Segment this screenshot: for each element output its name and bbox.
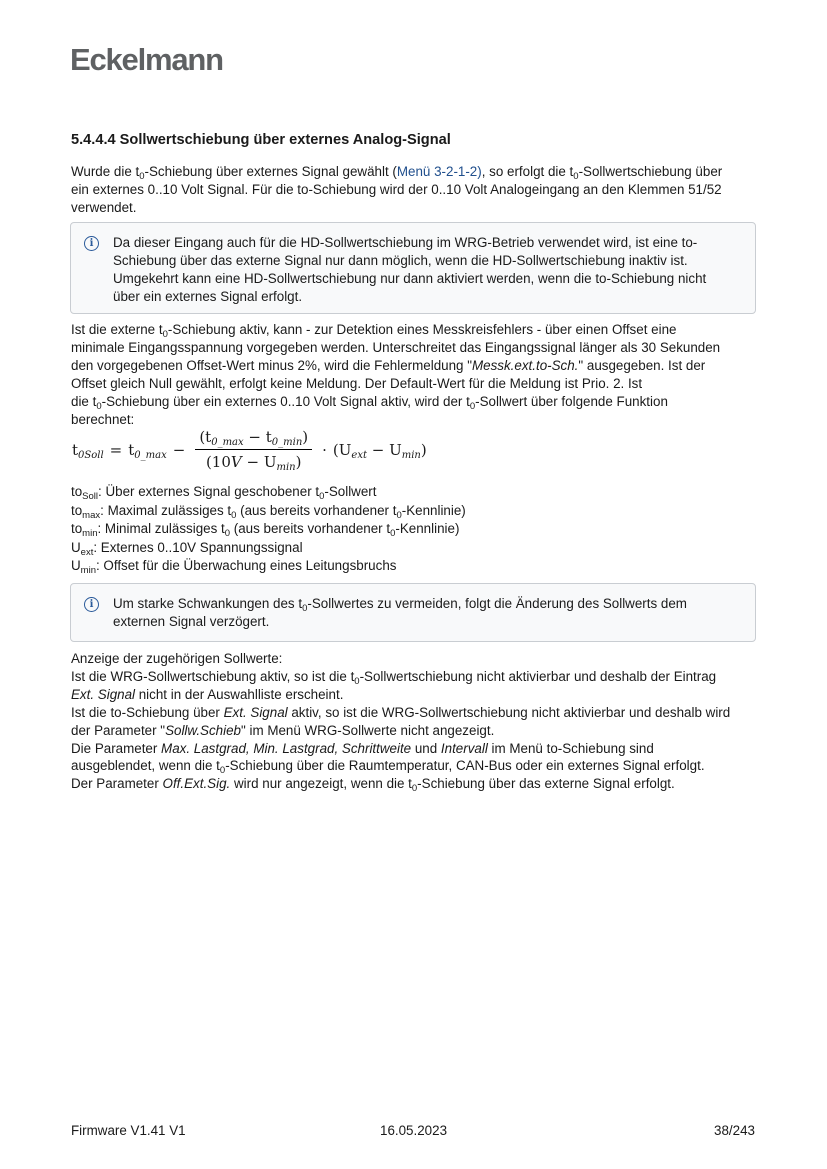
text-segment: den vorgegebenen Offset-Wert minus 2%, wird die Fehlermeldung " xyxy=(71,357,472,373)
info-note-text xyxy=(113,234,706,306)
subscript: 0 xyxy=(224,528,231,539)
subscript: 0 xyxy=(396,509,402,521)
text-line xyxy=(71,686,730,704)
text-segment: : Offset für die Überwachung eines Leitungsbruchs xyxy=(95,558,397,573)
subscript: 0 xyxy=(219,765,226,777)
n2: 0_max xyxy=(211,437,244,448)
text-segment: U xyxy=(71,558,81,573)
text-segment: : Über externes Signal geschobener t xyxy=(98,484,320,499)
italic-text: Ext. Signal xyxy=(223,704,288,720)
text-line xyxy=(71,668,730,686)
text-segment: wird nur angezeigt, wenn die t xyxy=(230,776,412,792)
r2: ext xyxy=(351,449,367,461)
section-heading: 5.4.4.4 Sollwertschiebung über externes Analog-Signal xyxy=(71,132,451,148)
n5: ) xyxy=(302,428,309,446)
d2: V xyxy=(230,453,242,471)
text-segment: -Sollwertes zu vermeiden, folgt die Änderung des Sollwerts dem xyxy=(307,596,687,611)
text-segment: Um starke Schwankungen des t xyxy=(113,596,303,611)
text-line xyxy=(71,704,730,722)
text-segment: to xyxy=(71,502,83,518)
formula-lhs-sub: 0Soll xyxy=(78,449,104,461)
eckelmann-logo: Eckelmann xyxy=(70,42,223,77)
italic-text: Messk.ext.to-Sch. xyxy=(471,357,579,373)
formula-rhs xyxy=(333,441,427,459)
info-note-text-2 xyxy=(113,595,687,631)
text-line xyxy=(71,722,730,740)
text-line xyxy=(71,411,720,429)
d4: min xyxy=(276,462,296,473)
footer-page-number: 38/243 xyxy=(714,1123,755,1138)
r4: min xyxy=(401,449,421,461)
n3: − t xyxy=(243,428,272,446)
text-line xyxy=(71,181,722,199)
text-segment: Der Parameter xyxy=(71,776,163,792)
subscript: min xyxy=(80,565,96,576)
italic-text: Off.Ext.Sig. xyxy=(162,776,231,792)
text-line xyxy=(71,557,466,576)
subscript: 0 xyxy=(96,400,102,412)
text-segment: -Schiebung über das externe Signal erfolgt. xyxy=(417,776,675,792)
text-segment: -Schiebung aktiv, kann - zur Detektion eines Messkreisfehlers - über einen Offset eine xyxy=(167,322,677,337)
r3: − U xyxy=(367,440,402,459)
subscript: Soll xyxy=(82,491,99,502)
text-line xyxy=(71,539,466,558)
n1: (t xyxy=(199,428,212,446)
text-segment: -Sollwertschiebung über xyxy=(578,164,723,179)
text-line xyxy=(71,339,720,357)
text-segment: to xyxy=(71,521,83,536)
text-line xyxy=(71,393,720,411)
subscript: 0 xyxy=(302,603,308,614)
text-segment: : Maximal zulässiges t xyxy=(100,502,232,518)
formula-numerator xyxy=(195,428,312,450)
d5: ) xyxy=(295,453,302,471)
subscript: 0 xyxy=(319,491,325,502)
italic-text: Max. Lastgrad, Min. Lastgrad, Schrittweite xyxy=(161,740,412,756)
text-line xyxy=(113,613,687,631)
formula-minus: − xyxy=(172,440,186,459)
text-segment: " ausgegeben. Ist der xyxy=(578,357,706,373)
d3: − U xyxy=(241,453,277,471)
text-segment: verwendet. xyxy=(71,199,137,215)
text-segment: die t xyxy=(71,393,97,409)
r5: ) xyxy=(420,440,427,459)
text-segment: : Externes 0..10V Spannungssignal xyxy=(93,539,303,555)
definitions-list xyxy=(71,483,466,576)
text-segment: im Menü to-Schiebung sind xyxy=(487,740,654,756)
text-segment: und xyxy=(411,740,441,756)
formula xyxy=(72,428,427,471)
text-segment: minimale Eingangsspannung vorgegeben werden. Unterschreitet das Eingangssignal länger als 30 Sekunden xyxy=(71,339,721,355)
text-segment: -Kennlinie) xyxy=(395,521,460,536)
text-line xyxy=(71,483,466,502)
d1: (10 xyxy=(205,453,231,471)
subscript: 0 xyxy=(469,400,476,412)
text-segment: aktiv, so ist die WRG-Sollwertschiebung nicht aktivierbar und deshalb wird xyxy=(287,704,731,720)
text-segment: -Schiebung über die Raumtemperatur, CAN-Bus oder ein externes Signal erfolgt. xyxy=(225,758,705,774)
text-segment: Da dieser Eingang auch für die HD-Sollwertschiebung im WRG-Betrieb verwendet wird, ist eine to- xyxy=(113,235,698,250)
text-segment: -Kennlinie) xyxy=(401,502,466,518)
text-segment: Ist die externe t xyxy=(71,322,163,337)
text-line xyxy=(113,270,706,288)
text-line xyxy=(71,199,722,217)
italic-text: Ext. Signal xyxy=(71,686,136,702)
text-line xyxy=(71,375,720,393)
footer-firmware: Firmware V1.41 V1 xyxy=(71,1123,186,1138)
subscript: 0 xyxy=(139,171,145,182)
text-segment: berechnet: xyxy=(71,411,135,427)
text-segment: ein externes 0..10 Volt Signal. Für die to-Schiebung wird der 0..10 Volt Analogeingang an den Klemmen 51/52 xyxy=(71,181,722,197)
text-segment: , so erfolgt die t xyxy=(481,164,574,179)
text-segment: (aus bereits vorhandener t xyxy=(236,502,397,518)
info-circle-icon: i xyxy=(84,597,99,612)
formula-fraction xyxy=(195,428,312,471)
intro-paragraph xyxy=(71,163,722,217)
info-circle-icon: i xyxy=(84,236,99,251)
text-line xyxy=(113,288,706,306)
italic-text: Sollw.Schieb xyxy=(165,722,241,738)
text-segment: nicht in der Auswahlliste erscheint. xyxy=(135,686,344,702)
text-segment: Schiebung über das externe Signal nur dann möglich, wenn die HD-Sollwertschiebung inaktiv ist. xyxy=(113,252,688,268)
text-line xyxy=(71,740,730,758)
formula-lhs: t xyxy=(72,440,79,459)
text-segment: Ist die to-Schiebung über xyxy=(71,704,224,720)
formula-t0max: t xyxy=(128,440,135,459)
text-segment: Wurde die t xyxy=(71,164,140,179)
subscript: 0 xyxy=(411,783,418,795)
text-segment: -Sollwertschiebung nicht aktivierbar und deshalb der Eintrag xyxy=(359,668,717,684)
text-line xyxy=(113,234,706,252)
text-segment: Die Parameter xyxy=(71,740,162,756)
footer-date: 16.05.2023 xyxy=(380,1123,448,1138)
text-line xyxy=(71,775,730,793)
menu-link[interactable]: Menü 3-2-1-2) xyxy=(396,164,482,179)
n4: 0_min xyxy=(271,437,303,448)
text-line xyxy=(71,321,720,339)
formula-dot: · xyxy=(322,440,327,459)
text-segment: der Parameter " xyxy=(71,722,166,738)
text-segment: über ein externes Signal erfolgt. xyxy=(113,288,303,304)
text-segment: ausgeblendet, wenn die t xyxy=(71,758,220,774)
formula-t0max-sub: 0_max xyxy=(134,449,167,461)
subscript: min xyxy=(82,528,98,539)
subscript: 0 xyxy=(162,329,168,340)
formula-eq: = xyxy=(109,440,123,459)
subscript: 0 xyxy=(390,528,396,539)
subscript: 0 xyxy=(354,675,360,687)
text-line xyxy=(71,163,722,181)
text-line xyxy=(71,650,730,668)
text-segment: Anzeige der zugehörigen Sollwerte: xyxy=(71,651,283,666)
formula-denominator xyxy=(202,450,306,471)
text-segment: : Minimal zulässiges t xyxy=(97,521,225,536)
text-segment: Offset gleich Null gewählt, erfolgt keine Meldung. Der Default-Wert für die Meldung ist Prio. 2. Ist xyxy=(71,375,643,391)
info-note-box xyxy=(70,222,756,314)
offset-paragraph xyxy=(71,321,720,428)
text-line xyxy=(71,757,730,775)
text-line xyxy=(71,357,720,375)
subscript: 0 xyxy=(573,171,579,182)
text-line xyxy=(71,520,466,539)
text-segment: " im Menü WRG-Sollwerte nicht angezeigt. xyxy=(241,722,495,738)
italic-text: Intervall xyxy=(440,740,488,756)
text-segment: Umgekehrt kann eine HD-Sollwertschiebung nur dann aktiviert werden, wenn die to-Schiebung nicht xyxy=(113,270,707,286)
text-segment: -Schiebung über externes Signal gewählt ( xyxy=(144,164,397,179)
text-segment: externen Signal verzögert. xyxy=(113,613,270,629)
text-segment: to xyxy=(71,484,83,499)
subscript: max xyxy=(82,509,101,521)
text-segment: Ist die WRG-Sollwertschiebung aktiv, so ist die t xyxy=(71,668,355,684)
text-line xyxy=(113,252,706,270)
text-segment: (aus bereits vorhandener t xyxy=(230,521,391,536)
text-segment: -Sollwert über folgende Funktion xyxy=(475,393,668,409)
text-segment: U xyxy=(71,539,81,555)
info-note-box-2 xyxy=(70,583,756,642)
text-line xyxy=(113,595,687,613)
text-line xyxy=(71,502,466,521)
display-paragraph xyxy=(71,650,730,793)
r1: (U xyxy=(332,440,352,459)
subscript: 0 xyxy=(231,509,237,521)
text-segment: -Sollwert xyxy=(324,484,377,499)
subscript: ext xyxy=(80,546,94,558)
text-segment: -Schiebung über ein externes 0..10 Volt Signal aktiv, wird der t xyxy=(101,393,470,409)
